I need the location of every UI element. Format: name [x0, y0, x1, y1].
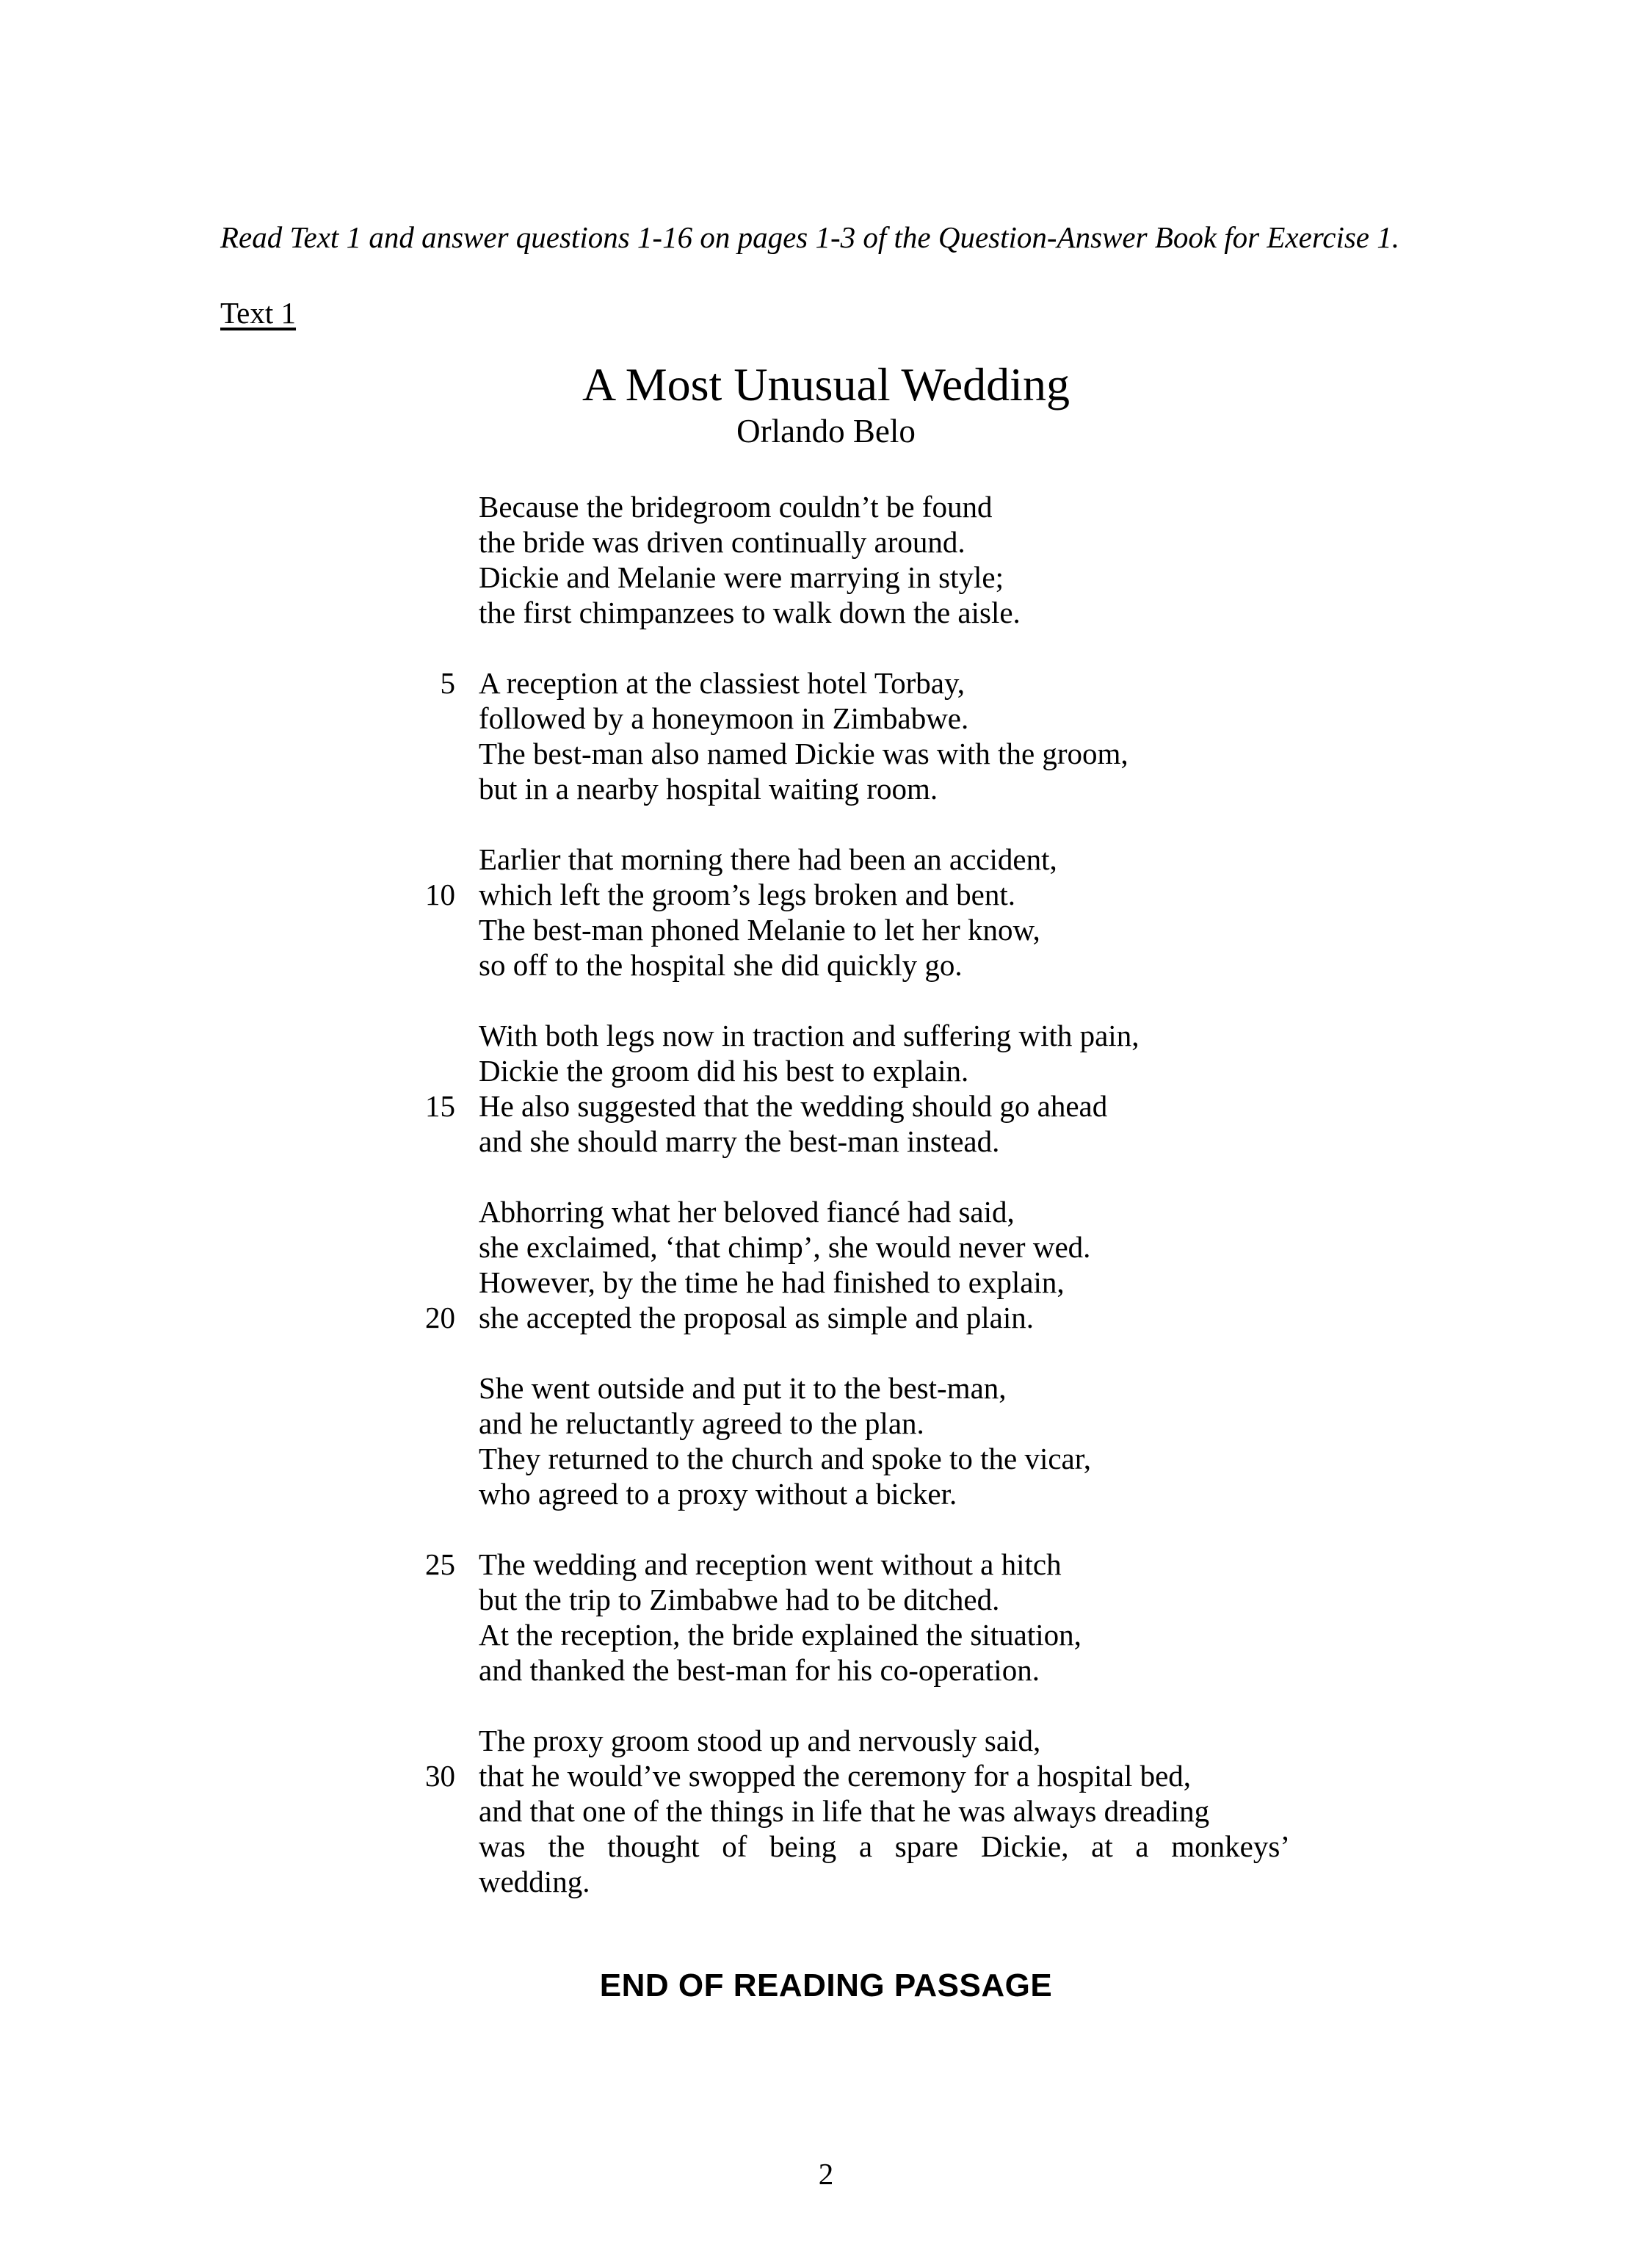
line-text: the bride was driven continually around. [479, 525, 966, 559]
poem-line [402, 1370, 1652, 1406]
line-text: followed by a honeymoon in Zimbabwe. [479, 701, 969, 735]
stanza [402, 489, 1652, 630]
line-number: 5 [440, 666, 455, 700]
line-text: so off to the hospital she did quickly go. [479, 948, 963, 982]
line-text: At the reception, the bride explained the situation, [479, 1618, 1082, 1652]
stanza [402, 1194, 1652, 1335]
stanza [402, 665, 1652, 806]
stanza [402, 1370, 1652, 1511]
line-text: She went outside and put it to the best-man, [479, 1371, 1007, 1405]
line-text: and he reluctantly agreed to the plan. [479, 1406, 924, 1440]
line-text: The proxy groom stood up and nervously said, [479, 1724, 1041, 1757]
poem-line [402, 1723, 1652, 1758]
poem-line [402, 771, 1652, 806]
poem-line [402, 1582, 1652, 1617]
poem-line [402, 1229, 1652, 1265]
poem-author: Orlando Belo [736, 413, 916, 449]
line-text: was the thought of being a spare Dickie, at a monkeys’ [479, 1829, 1290, 1863]
end-of-passage-note: END OF READING PASSAGE [599, 1967, 1053, 2003]
line-text: Abhorring what her beloved fiancé had said, [479, 1195, 1015, 1229]
poem-line [402, 701, 1652, 736]
poem-line [402, 1053, 1652, 1088]
poem-line [402, 877, 1652, 912]
poem-line [402, 1194, 1652, 1229]
line-text: and she should marry the best-man instead. [479, 1124, 1000, 1158]
stanza [402, 1547, 1652, 1688]
line-text: but in a nearby hospital waiting room. [479, 772, 938, 806]
poem-line [402, 595, 1652, 630]
text-label: Text 1 [220, 296, 297, 330]
line-text: The wedding and reception went without a hitch [479, 1547, 1062, 1581]
line-text: A reception at the classiest hotel Torbay, [479, 666, 966, 700]
line-text: and thanked the best-man for his co-operation. [479, 1653, 1040, 1687]
poem-line [402, 1441, 1652, 1476]
poem-line [402, 524, 1652, 560]
poem-line [402, 1758, 1652, 1793]
line-text: that he would’ve swopped the ceremony for a hospital bed, [479, 1759, 1192, 1793]
line-number: 30 [425, 1759, 455, 1793]
poem-line [402, 1829, 1652, 1864]
instruction-line: Read Text 1 and answer questions 1-16 on pages 1-3 of the Question-Answer Book for Exercise 1. [220, 220, 1400, 254]
title-block [0, 358, 1652, 451]
stanza [402, 1018, 1652, 1159]
line-text: Dickie the groom did his best to explain. [479, 1054, 969, 1088]
line-number: 10 [425, 878, 455, 911]
line-text: Because the bridegroom couldn’t be found [479, 490, 993, 524]
line-text: They returned to the church and spoke to the vicar, [479, 1442, 1091, 1475]
line-text: she exclaimed, ‘that chimp’, she would never wed. [479, 1230, 1091, 1264]
poem-line [402, 1476, 1652, 1511]
line-number: 25 [425, 1547, 455, 1581]
poem [402, 489, 1652, 1899]
line-number: 15 [425, 1089, 455, 1123]
line-text: However, by the time he had finished to explain, [479, 1265, 1065, 1299]
line-text: and that one of the things in life that he was always dreading [479, 1794, 1210, 1828]
line-text: The best-man phoned Melanie to let her know, [479, 913, 1040, 947]
poem-line [402, 912, 1652, 947]
poem-line [402, 1300, 1652, 1335]
poem-line [402, 1088, 1652, 1124]
line-text: With both legs now in traction and suffering with pain, [479, 1019, 1140, 1052]
line-text: but the trip to Zimbabwe had to be ditched. [479, 1583, 1000, 1616]
poem-line [402, 489, 1652, 524]
line-number: 20 [425, 1301, 455, 1334]
line-text: the first chimpanzees to walk down the aisle. [479, 596, 1021, 629]
stanza [402, 1723, 1652, 1899]
poem-line [402, 842, 1652, 877]
line-text: The best-man also named Dickie was with the groom, [479, 737, 1128, 770]
poem-line [402, 947, 1652, 983]
line-text: who agreed to a proxy without a bicker. [479, 1477, 957, 1511]
poem-line [402, 1018, 1652, 1053]
line-text: she accepted the proposal as simple and plain. [479, 1301, 1034, 1334]
poem-line [402, 665, 1652, 701]
poem-line [402, 1617, 1652, 1652]
line-text: Earlier that morning there had been an accident, [479, 842, 1057, 876]
poem-title: A Most Unusual Wedding [582, 358, 1070, 411]
poem-line [402, 1265, 1652, 1300]
line-text: which left the groom’s legs broken and bent. [479, 878, 1015, 911]
poem-line [402, 1864, 1652, 1899]
poem-line [402, 560, 1652, 595]
poem-line [402, 1406, 1652, 1441]
poem-line [402, 736, 1652, 771]
poem-line [402, 1652, 1652, 1688]
poem-line [402, 1793, 1652, 1829]
poem-line [402, 1547, 1652, 1582]
line-text: wedding. [479, 1865, 590, 1898]
line-text: He also suggested that the wedding should go ahead [479, 1089, 1108, 1123]
poem-line [402, 1124, 1652, 1159]
page-number: 2 [818, 2157, 834, 2191]
line-text: Dickie and Melanie were marrying in style; [479, 560, 1004, 594]
stanza [402, 842, 1652, 983]
